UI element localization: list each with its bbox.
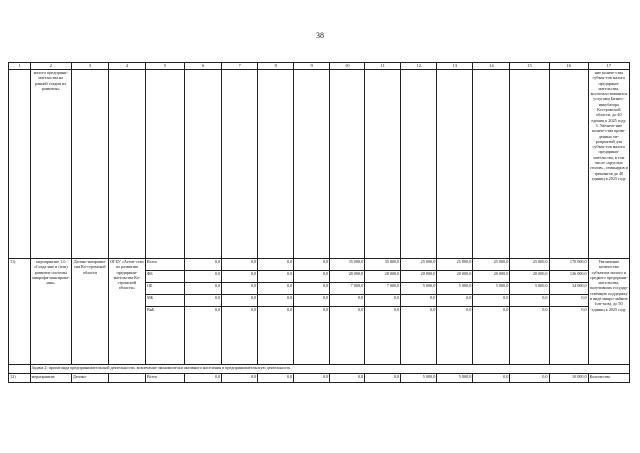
header-cell: 13 [437,63,473,70]
value-cell: 0,0 [185,374,222,383]
value-cell: 5 000,0 [437,283,473,295]
value-cell: 0,0 [258,259,294,271]
value-cell: 7 000,0 [330,283,365,295]
value-cell: 0,0 [510,307,549,365]
continuation-row [9,70,630,259]
task-heading: Задача 2: пропаганда предпринимательской деятельности, вовлечение экономически активного населения в предпринимательскую деятельность [30,365,629,374]
cell-empty [108,70,145,259]
header-cell: 14 [473,63,510,70]
header-cell: 9 [294,63,330,70]
value-cell: 35 000,0 [330,259,365,271]
header-cell: 12 [401,63,437,70]
value-cell: 0,0 [294,307,330,365]
value-cell: 7 000,0 [365,283,401,295]
value-cell: 0,0 [510,295,549,307]
table-row [9,259,630,271]
value-cell: 20 000,0 [510,271,549,283]
cell-empty [330,70,365,259]
cell-empty [222,70,258,259]
value-cell: 136 000,0 [549,271,588,283]
expected-result: Количество [588,374,629,383]
value-cell: 25 000,0 [437,259,473,271]
value-cell: 0,0 [185,307,222,365]
value-cell: 0,0 [365,374,401,383]
header-row [9,63,630,70]
value-cell: 5 000,0 [510,283,549,295]
value-cell: 0,0 [222,374,258,383]
funding-source: Всего [145,259,184,271]
header-cell: 5 [145,63,184,70]
value-cell: 0,0 [473,295,510,307]
value-cell: 0,0 [294,283,330,295]
header-cell: 7 [222,63,258,70]
funding-source: ВнБ [145,307,184,365]
value-cell: 0,0 [222,295,258,307]
value-cell: 20 000,0 [473,271,510,283]
value-cell: 0,0 [401,295,437,307]
value-cell: 20 000,0 [401,271,437,283]
value-cell: 5 000,0 [401,283,437,295]
value-cell: 34 000,0 [549,283,588,295]
value-cell: 0,0 [294,259,330,271]
measure-name: мероприятие 1.6 «Созда-ние и (или) развитие системы микрофи-нансирова-ния» [30,259,71,365]
value-cell: 0,0 [258,271,294,283]
cell-empty [437,70,473,259]
executor: Депэко-номразви-тия Ко-стромской области [71,259,108,365]
header-cell: 10 [330,63,365,70]
funding-source: ФБ [145,271,184,283]
value-cell: 0,0 [258,283,294,295]
executor: Депэко- [71,374,108,383]
value-cell: 5 000,0 [473,283,510,295]
cell-empty [185,70,222,259]
value-cell: 25 000,0 [473,259,510,271]
header-cell: 17 [588,63,629,70]
value-cell: 0,0 [294,271,330,283]
value-cell: 35 000,0 [365,259,401,271]
header-cell: 1 [9,63,31,70]
cell-empty [9,365,31,374]
cell-empty [401,70,437,259]
header-cell: 6 [185,63,222,70]
program-table [8,62,630,383]
expected-result: Увеличение количества субъектов малого и среднего предприни-мательства, получивших государ-ственную поддержку в виде микро-займов (шт-мов), до 50 единиц к 2025 году [588,259,629,365]
header-cell: 11 [365,63,401,70]
value-cell: 0,0 [401,307,437,365]
value-cell: 0,0 [549,295,588,307]
value-cell: 0,0 [330,374,365,383]
value-cell: 0,0 [222,271,258,283]
value-cell: 0,0 [294,295,330,307]
value-cell: 5 000,0 [437,374,473,383]
funding-source: ОБ [145,283,184,295]
value-cell: 28 000,0 [330,271,365,283]
funding-source: Всего [145,374,184,383]
cell-empty [473,70,510,259]
header-cell: 16 [549,63,588,70]
value-cell: 10 000,0 [549,374,588,383]
header-cell: 2 [30,63,71,70]
value-cell: 0,0 [549,307,588,365]
value-cell: 25 000,0 [510,259,549,271]
value-cell: 0,0 [185,295,222,307]
cell-empty [510,70,549,259]
value-cell: 0,0 [222,307,258,365]
value-cell: 0,0 [294,374,330,383]
value-cell: 0,0 [258,374,294,383]
cell-empty [294,70,330,259]
continuation-result: ние количе-ства субъек-тов малого предприни-мательства, воспользо-вавшихся услугами Бизнес-инкубатора Костромской области, до 40 единиц к 2025 году. 3. Увеличе-ние количе-ства прове-денных ме-роприятий для субъек-тов малого предприни-мательства, в том числе «круглых столов», семинаров и тренингов до 40 единиц в 2025 году [588,70,629,259]
header-cell: 4 [108,63,145,70]
cell-empty [108,374,145,383]
value-cell: 0,0 [185,283,222,295]
row-number: 12) [9,374,31,383]
value-cell: 0,0 [258,295,294,307]
task-row [9,365,630,374]
value-cell: 0,0 [510,374,549,383]
cell-empty [145,70,184,259]
value-cell: 0,0 [330,307,365,365]
header-cell: 3 [71,63,108,70]
table-row [9,374,630,383]
value-cell: 25 000,0 [401,259,437,271]
value-cell: 0,0 [185,271,222,283]
value-cell: 0,0 [222,283,258,295]
cell-empty [549,70,588,259]
row-number: 11) [9,259,31,365]
header-cell: 8 [258,63,294,70]
value-cell: 0,0 [330,295,365,307]
value-cell: 0,0 [185,259,222,271]
value-cell: 0,0 [365,295,401,307]
value-cell: 5 000,0 [401,374,437,383]
cell-empty [258,70,294,259]
page-number: 38 [316,31,324,40]
recipient: ОГБУ «Агент-ство по развитию предприни-мательства Ко-стромской области» [108,259,145,365]
cell-empty [9,70,31,259]
cell-empty [365,70,401,259]
value-cell: 20 000,0 [437,271,473,283]
value-cell: 0,0 [473,374,510,383]
value-cell: 170 000,0 [549,259,588,271]
value-cell: 28 000,0 [365,271,401,283]
value-cell: 0,0 [222,259,258,271]
cell-empty [71,70,108,259]
value-cell: 0,0 [473,307,510,365]
measure-name: мероприятие [30,374,71,383]
value-cell: 0,0 [365,307,401,365]
funding-source: МБ [145,295,184,307]
value-cell: 0,0 [437,307,473,365]
header-cell: 15 [510,63,549,70]
value-cell: 0,0 [437,295,473,307]
continuation-name: малого предприни-мательства на ранней стадии их развития» [30,70,71,259]
value-cell: 0,0 [258,307,294,365]
